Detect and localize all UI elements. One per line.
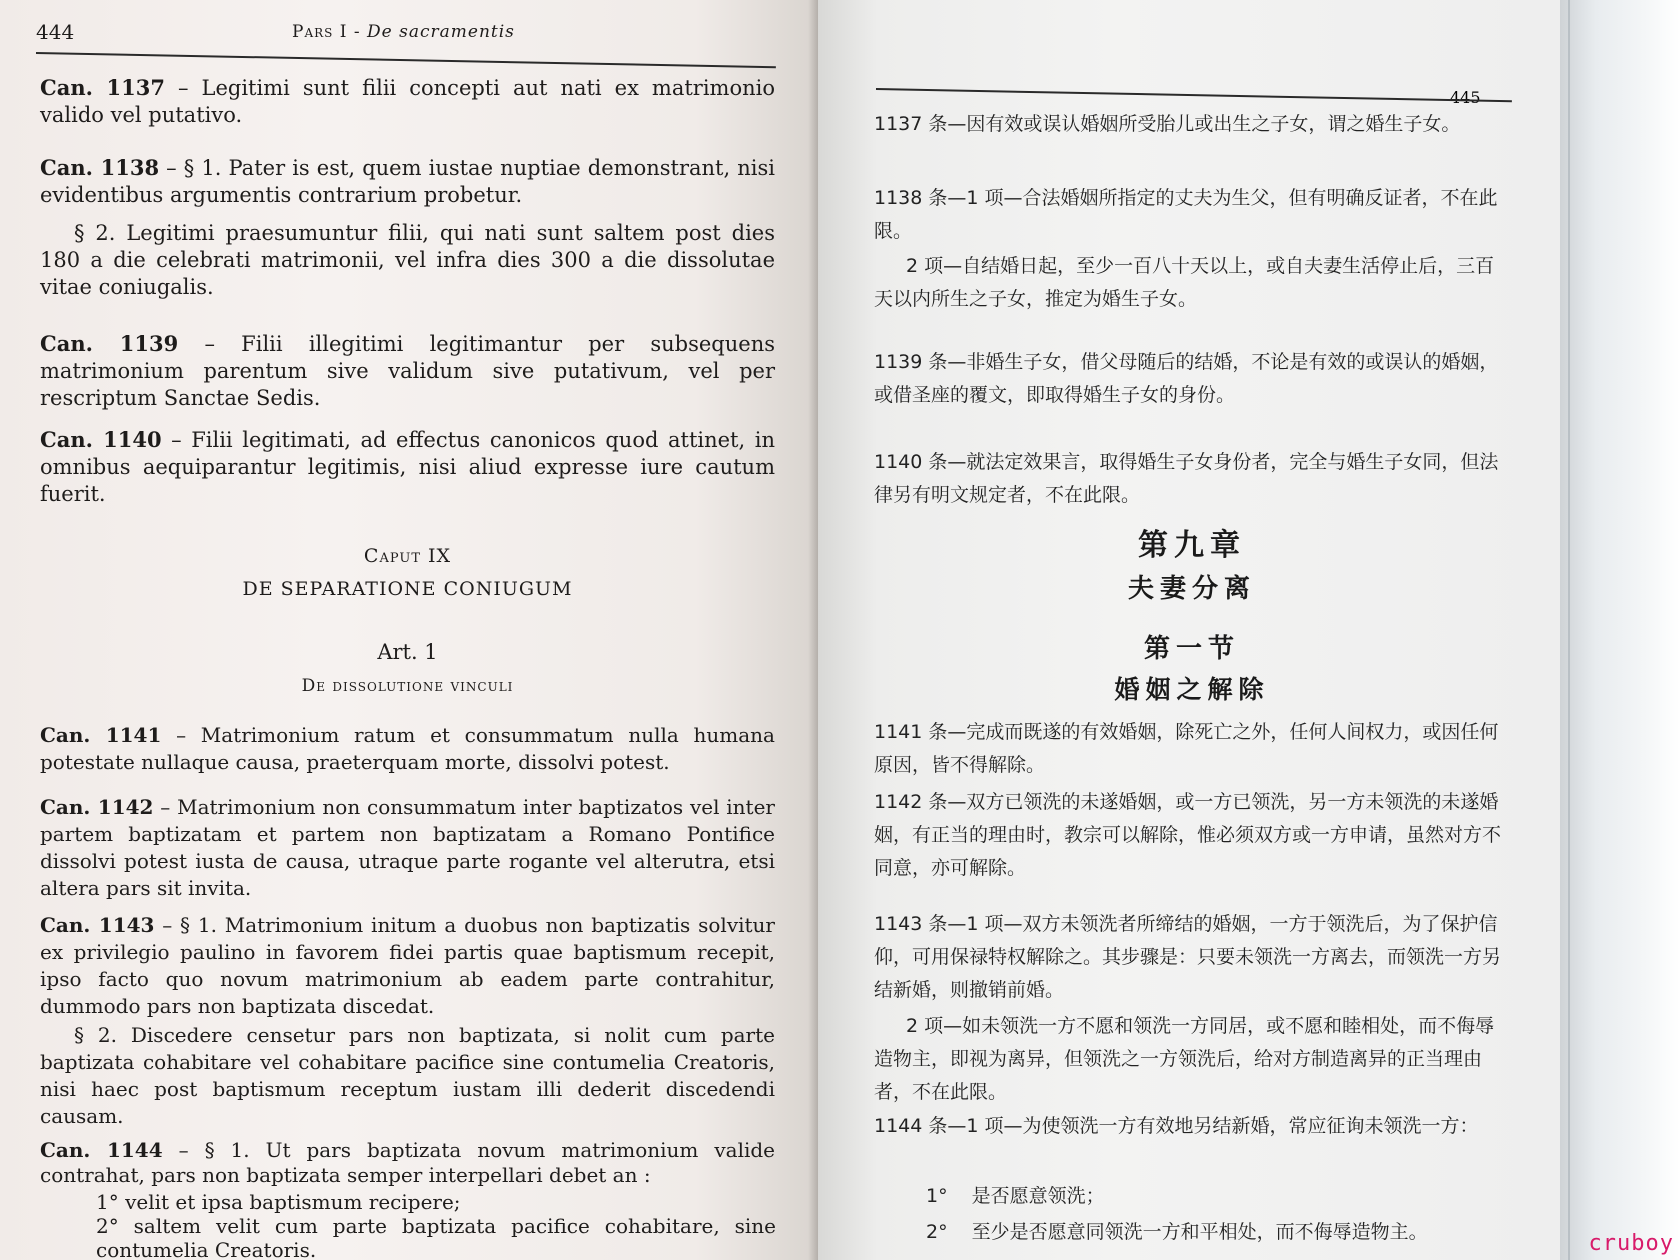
running-head-part: Pars I [292, 22, 348, 42]
item-text: 至少是否愿意同领洗一方和平相处，而不侮辱造物主。 [971, 1221, 1428, 1243]
article-1138-2: 2 项—自结婚日起，至少一百八十天以上，或自夫妻生活停止后，三百天以内所生之子女，推定为婚生子女。 [874, 255, 1495, 310]
canon-1141 [40, 722, 775, 776]
canon-1137 [40, 74, 775, 129]
canon-1144 [40, 1138, 775, 1188]
canon-label: Can. 1141 [40, 723, 162, 747]
page-edges [1560, 0, 1680, 1260]
article-1143-1: 1143 条—1 项—双方未领洗者所缔结的婚姻，一方于领洗后，为了保护信仰，可用保禄特权解除之。其步骤是：只要未领洗一方离去，而领洗一方另结新婚，则撤销前婚。 [874, 913, 1502, 1001]
canon-text: – § 1. Matrimonium initum a duobus non baptizatis solvitur ex privilegio paulino in favorem fidei partis quae baptismum recepit, ipso facto quo novum matrimonium ab eadem parte contrahitur, dummodo pars non baptizata discedat. [40, 913, 775, 1018]
page-edge-line [1568, 0, 1570, 1260]
chapter-heading: 第九章 [1138, 528, 1246, 563]
canon-text: – Legitimi sunt filii concepti aut nati ex matrimonio valido vel putativo. [40, 76, 775, 127]
article-1138-1: 1138 条—1 项—合法婚姻所指定的丈夫为生父，但有明确反证者，不在此限。 [874, 187, 1498, 242]
canon-label: Can. 1137 [40, 75, 165, 100]
caput-title: DE SEPARATIONE CONIUGUM [242, 578, 573, 600]
article-1144: 1144 条—1 项—为使领洗一方有效地另结新婚，常应征询未领洗一方： [874, 1115, 1479, 1137]
canon-1139 [40, 330, 775, 412]
canon-1144-item1: 1° velit et ipsa baptismum recipere; [96, 1190, 461, 1214]
canon-text: – Matrimonium non consummatum inter baptizatos vel inter partem baptizatam et partem non baptizatam a Romano Pontifice dissolvi potest iusta de causa, utraque parte rogante vel alterutra, etsi altera pars sit invita. [40, 795, 775, 900]
canon-label: Can. 1138 [40, 155, 160, 180]
canon-label: Can. 1142 [40, 795, 154, 819]
canon-label: Can. 1140 [40, 427, 162, 452]
watermark: cruboy [1588, 1231, 1674, 1256]
canon-text: – Matrimonium ratum et consummatum nulla humana potestate nullaque causa, praeterquam morte, dissolvi potest. [40, 723, 775, 774]
left-header [36, 18, 776, 50]
article-1139: 1139 条—非婚生子女，借父母随后的结婚，不论是有效的或误认的婚姻，或借圣座的覆文，即取得婚生子女的身份。 [874, 351, 1499, 406]
section-heading: 第一节 [1143, 634, 1240, 664]
article-1144-item1 [926, 1180, 1506, 1213]
canon-1143 [40, 912, 775, 1020]
article-1140: 1140 条—就法定效果言，取得婚生子女身份者，完全与婚生子女同，但法律另有明文规定者，不在此限。 [874, 451, 1499, 506]
canon-1144-item2: 2° saltem velit cum parte baptizata pacifice cohabitare, sine contumelia Creatoris. [96, 1214, 776, 1260]
item-number: 1° [926, 1185, 948, 1207]
canon-text: – Filii legitimati, ad effectus canonicos quod attinet, in omnibus aequiparantur legitimis, nisi aliud expresse iure cautum fuerit. [40, 428, 775, 506]
caput-heading: Caput IX [363, 545, 452, 567]
canon-1138 [40, 154, 775, 209]
article-1142: 1142 条—双方已领洗的未遂婚姻，或一方已领洗，另一方未领洗的未遂婚姻，有正当的理由时，教宗可以解除，惟必须双方或一方申请，虽然对方不同意，亦可解除。 [874, 791, 1502, 879]
canon-text: – § 1. Pater is est, quem iustae nuptiae demonstrant, nisi evidentibus argumentis contrarium probetur. [40, 156, 775, 207]
left-page-number: 444 [36, 20, 75, 44]
canon-1140 [40, 426, 775, 508]
running-head: Pars I - De sacramentis [292, 22, 515, 42]
article-1143-2: 2 项—如未领洗一方不愿和领洗一方同居，或不愿和睦相处，而不侮辱造物主，即视为离异，但领洗之一方领洗后，给对方制造离异的正当理由者，不在此限。 [874, 1015, 1495, 1103]
canon-text: – Filii illegitimi legitimantur per subsequens matrimonium parentum sive validum sive putativum, vel per rescriptum Sanctae Sedis. [40, 332, 775, 410]
canon-label: Can. 1144 [40, 1138, 163, 1162]
canon-text: – § 1. Ut pars baptizata novum matrimonium valide contrahat, pars non baptizata semper interpellari debet an : [40, 1138, 775, 1187]
running-head-title: De sacramentis [367, 22, 515, 42]
art-heading: Art. 1 [377, 640, 438, 664]
section-title: 婚姻之解除 [1114, 675, 1270, 704]
article-1137: 1137 条—因有效或误认婚姻所受胎儿或出生之子女，谓之婚生子女。 [874, 113, 1461, 135]
left-page [0, 0, 818, 1260]
left-header-rule [36, 52, 776, 68]
item-number: 2° [926, 1221, 948, 1243]
right-page-number: 445 [1450, 88, 1481, 107]
canon-1138-par2: § 2. Legitimi praesumuntur filii, qui nati sunt saltem post dies 180 a die celebrati matrimonii, vel infra dies 300 a die dissolutae vitae coniugalis. [40, 221, 775, 299]
art-title: De dissolutione vinculi [301, 676, 514, 696]
item-text: 是否愿意领洗； [971, 1185, 1105, 1207]
article-1144-item2 [926, 1216, 1506, 1249]
article-1141: 1141 条—完成而既遂的有效婚姻，除死亡之外，任何人间权力，或因任何原因，皆不得解除。 [874, 721, 1499, 776]
canon-label: Can. 1143 [40, 913, 155, 937]
canon-1142 [40, 794, 775, 902]
chapter-title: 夫妻分离 [1127, 574, 1256, 604]
canon-label: Can. 1139 [40, 331, 179, 356]
canon-1143-par2: § 2. Discedere censetur pars non baptizata, si nolit cum parte baptizata cohabitare vel cohabitare pacifice sine contumelia Creatoris, nisi haec post baptismum receptum iustam illi dederit discedendi causam. [40, 1023, 775, 1128]
